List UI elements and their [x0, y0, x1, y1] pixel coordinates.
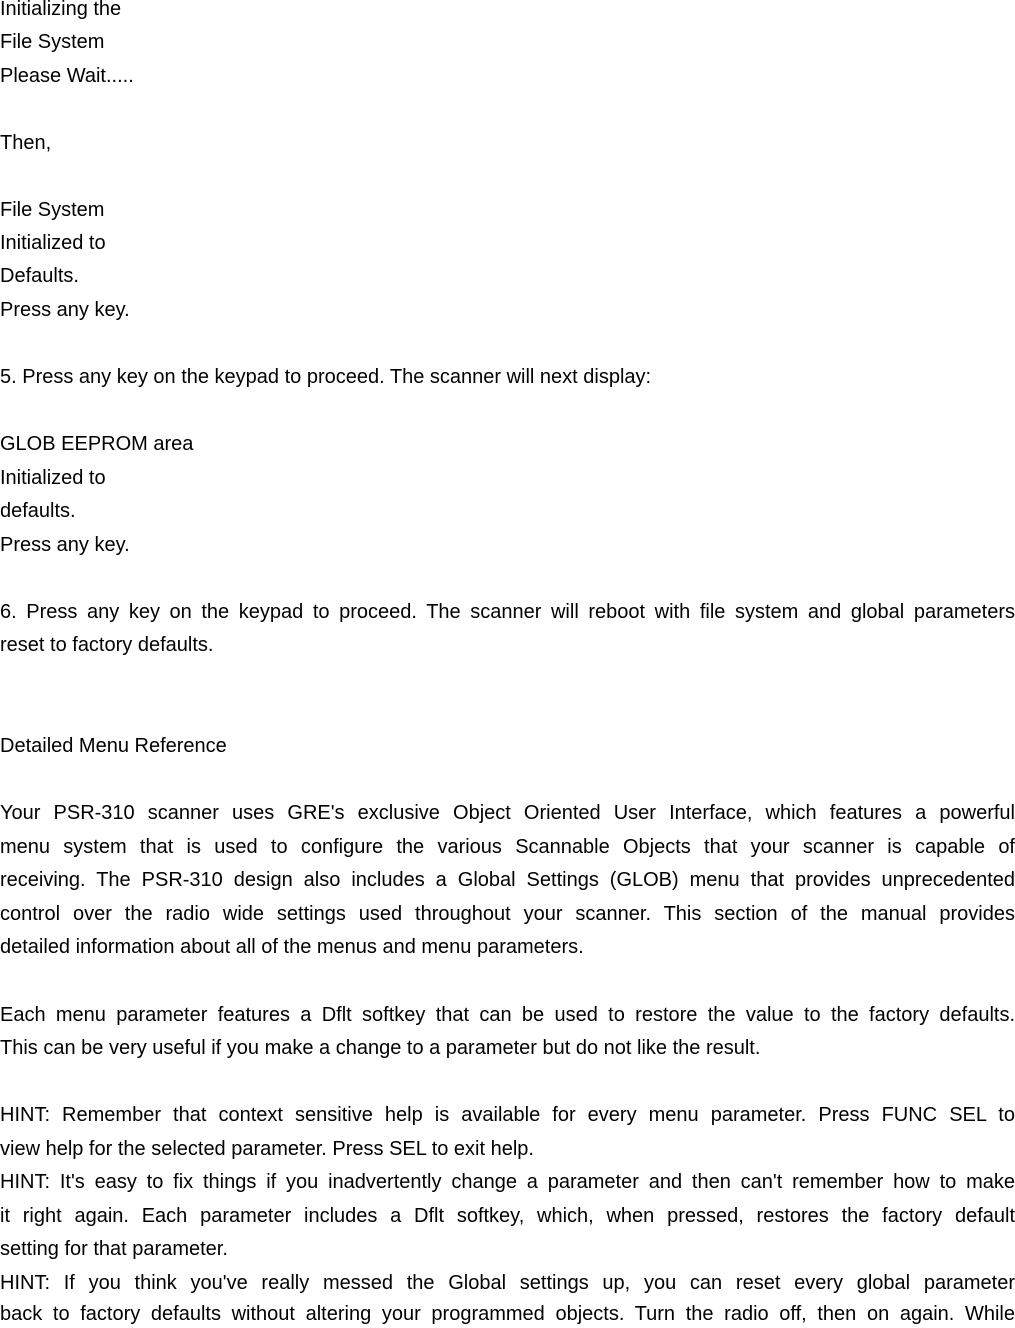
text-line: it right again. Each parameter includes a Dflt softkey, which, when pressed, restores the factory default [0, 1205, 1015, 1227]
text-line: Each menu parameter features a Dflt softkey that can be used to restore the value to the factory defaults. [0, 1004, 1015, 1026]
text-line: defaults. [0, 500, 76, 522]
text-line: Your PSR-310 scanner uses GRE's exclusive Object Oriented User Interface, which features a powerful [0, 802, 1015, 824]
text-line: Defaults. [0, 265, 79, 287]
text-line: This can be very useful if you make a change to a parameter but do not like the result. [0, 1037, 761, 1059]
text-line: detailed information about all of the menus and menu parameters. [0, 936, 584, 958]
text-line: File System [0, 31, 105, 53]
text-line: Press any key. [0, 534, 130, 556]
text-line: view help for the selected parameter. Press SEL to exit help. [0, 1138, 534, 1160]
text-line: HINT: Remember that context sensitive help is available for every menu parameter. Press FUNC SEL to [0, 1104, 1015, 1126]
text-line: menu system that is used to configure the various Scannable Objects that your scanner is capable of [0, 836, 1015, 858]
text-line: setting for that parameter. [0, 1238, 228, 1260]
text-line: back to factory defaults without altering your programmed objects. Turn the radio off, then on again. While [0, 1303, 1015, 1325]
text-line: 5. Press any key on the keypad to proceed. The scanner will next display: [0, 366, 652, 388]
text-line: GLOB EEPROM area [0, 433, 194, 455]
text-line: Initialized to [0, 467, 106, 489]
text-line: receiving. The PSR-310 design also includes a Global Settings (GLOB) menu that provides unprecedented [0, 869, 1015, 891]
text-line: reset to factory defaults. [0, 634, 214, 656]
text-line: Press any key. [0, 299, 130, 321]
text-line: 6. Press any key on the keypad to proceed. The scanner will reboot with file system and global parameters [0, 601, 1015, 623]
text-line: HINT: It's easy to fix things if you inadvertently change a parameter and then can't remember how to make [0, 1171, 1015, 1193]
text-line: Please Wait..... [0, 65, 134, 87]
text-line: Initializing the [0, 0, 122, 20]
text-line: HINT: If you think you've really messed the Global settings up, you can reset every global parameter [0, 1272, 1015, 1294]
text-line: File System [0, 199, 105, 221]
text-line: Then, [0, 132, 52, 154]
section-heading: Detailed Menu Reference [0, 735, 227, 757]
text-line: control over the radio wide settings used throughout your scanner. This section of the manual provides [0, 903, 1015, 925]
text-line: Initialized to [0, 232, 106, 254]
